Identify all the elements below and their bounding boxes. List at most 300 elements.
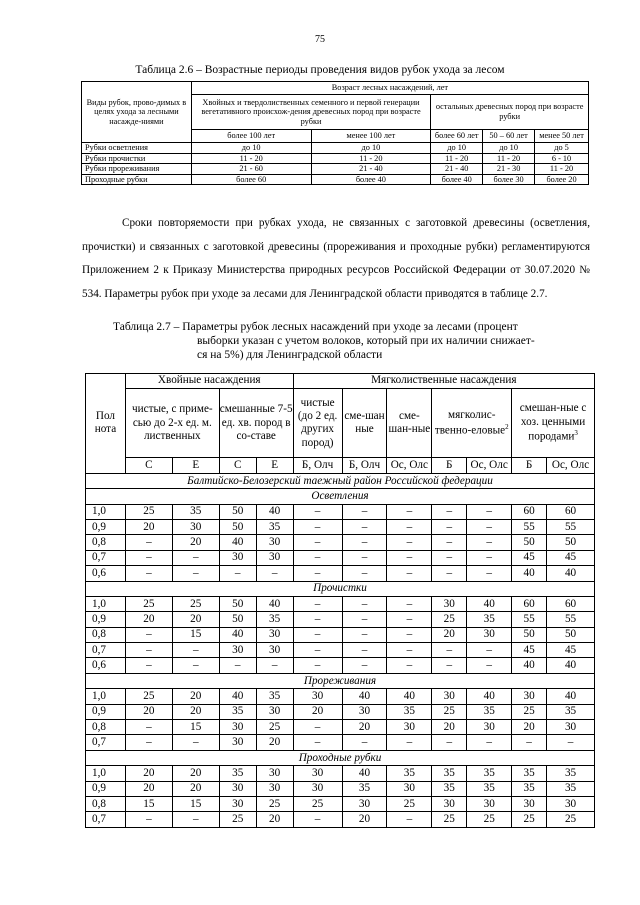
value-cell: – xyxy=(342,566,387,581)
value-cell: – xyxy=(125,812,172,827)
value-cell: 20 xyxy=(432,720,467,735)
subhead: 50 – 60 лет xyxy=(483,130,535,143)
value-cell: 30 xyxy=(432,689,467,704)
value-cell: 30 xyxy=(342,796,387,811)
cell: более 40 xyxy=(311,174,431,185)
value-cell: 40 xyxy=(219,535,256,550)
value-cell: 35 xyxy=(512,781,547,796)
polnota-cell: 0,7 xyxy=(86,812,126,827)
value-cell: – xyxy=(125,627,172,642)
value-cell: – xyxy=(387,612,432,627)
value-cell: – xyxy=(342,535,387,550)
value-cell: 30 xyxy=(172,519,219,534)
table-row xyxy=(86,504,595,519)
section-title: Прочистки xyxy=(86,581,595,596)
value-cell: 25 xyxy=(125,596,172,611)
value-cell: 25 xyxy=(125,504,172,519)
value-cell: – xyxy=(432,643,467,658)
polnota-cell: 0,9 xyxy=(86,612,126,627)
table-row xyxy=(86,735,595,750)
value-cell: – xyxy=(432,504,467,519)
value-cell: 25 xyxy=(432,612,467,627)
value-cell: – xyxy=(547,735,595,750)
value-cell: 20 xyxy=(172,704,219,719)
section-title: Осветления xyxy=(86,489,595,504)
value-cell: – xyxy=(125,566,172,581)
polnota-cell: 0,6 xyxy=(86,566,126,581)
value-cell: 45 xyxy=(547,643,595,658)
value-cell: 30 xyxy=(342,704,387,719)
value-cell: 40 xyxy=(342,766,387,781)
value-cell: 30 xyxy=(219,796,256,811)
value-cell: – xyxy=(256,566,293,581)
value-cell: – xyxy=(342,504,387,519)
polnota-cell: 1,0 xyxy=(86,504,126,519)
cell: более 20 xyxy=(535,174,589,185)
value-cell: 50 xyxy=(219,519,256,534)
value-cell: – xyxy=(342,596,387,611)
value-cell: 35 xyxy=(467,612,512,627)
value-cell: 25 xyxy=(387,796,432,811)
table-2-7 xyxy=(85,373,595,828)
caption-line: ся на 5%) для Ленинградской области xyxy=(197,349,383,361)
section-title: Проходные рубки xyxy=(86,750,595,765)
value-cell: 35 xyxy=(256,612,293,627)
value-cell: 30 xyxy=(467,627,512,642)
value-cell: – xyxy=(432,735,467,750)
value-cell: – xyxy=(256,658,293,673)
polnota-cell: 0,8 xyxy=(86,627,126,642)
table-row xyxy=(86,812,595,827)
value-cell: 20 xyxy=(125,519,172,534)
value-cell: 30 xyxy=(293,689,342,704)
value-cell: 20 xyxy=(172,535,219,550)
value-cell: – xyxy=(125,658,172,673)
value-cell: 40 xyxy=(342,689,387,704)
value-cell: 25 xyxy=(432,812,467,827)
value-cell: 20 xyxy=(432,627,467,642)
value-cell: 30 xyxy=(467,720,512,735)
header-pure-conifer: чистые, с приме-сью до 2-х ед. м. лиственных xyxy=(125,389,219,458)
value-cell: – xyxy=(293,566,342,581)
species-cell: Ос, Олс xyxy=(467,458,512,473)
value-cell: 30 xyxy=(256,535,293,550)
group-soft-header: Мягколиственные насаждения xyxy=(293,374,594,389)
value-cell: 35 xyxy=(172,504,219,519)
value-cell: – xyxy=(293,627,342,642)
header-mixed-valuable xyxy=(512,389,595,458)
value-cell: 35 xyxy=(387,766,432,781)
value-cell: 15 xyxy=(172,627,219,642)
table-row xyxy=(86,781,595,796)
value-cell: 25 xyxy=(512,812,547,827)
cell: 21 - 40 xyxy=(311,164,431,175)
value-cell: 35 xyxy=(467,704,512,719)
species-cell: С xyxy=(219,458,256,473)
value-cell: 60 xyxy=(512,504,547,519)
value-cell: 25 xyxy=(125,689,172,704)
value-cell: – xyxy=(172,550,219,565)
value-cell: 30 xyxy=(256,704,293,719)
value-cell: – xyxy=(387,504,432,519)
species-cell: Б xyxy=(512,458,547,473)
value-cell: – xyxy=(387,519,432,534)
value-cell: 30 xyxy=(512,689,547,704)
value-cell: 25 xyxy=(512,704,547,719)
value-cell: 30 xyxy=(256,627,293,642)
polnota-cell: 0,8 xyxy=(86,720,126,735)
footnote-mark: 3 xyxy=(574,429,578,438)
value-cell: – xyxy=(172,812,219,827)
value-cell: 20 xyxy=(125,781,172,796)
value-cell: 20 xyxy=(342,812,387,827)
value-cell: 50 xyxy=(512,535,547,550)
value-cell: – xyxy=(172,735,219,750)
value-cell: 30 xyxy=(387,781,432,796)
value-cell: – xyxy=(467,643,512,658)
subhead: менее 100 лет xyxy=(311,130,431,143)
section-title: Прореживания xyxy=(86,673,595,688)
footnote-mark: 2 xyxy=(505,422,509,431)
polnota-cell: 0,8 xyxy=(86,535,126,550)
header-pure-soft: чистые (до 2 ед. других пород) xyxy=(293,389,342,458)
value-cell: 30 xyxy=(256,643,293,658)
value-cell: 35 xyxy=(432,781,467,796)
value-cell: 25 xyxy=(293,796,342,811)
col-polnota-header: Пол нота xyxy=(86,374,126,474)
subhead: более 60 лет xyxy=(431,130,483,143)
value-cell: 40 xyxy=(219,689,256,704)
value-cell: 40 xyxy=(467,596,512,611)
value-cell: 30 xyxy=(256,781,293,796)
table-row xyxy=(86,766,595,781)
cell: до 10 xyxy=(311,143,431,154)
value-cell: – xyxy=(219,566,256,581)
value-cell: – xyxy=(342,658,387,673)
cell: 6 - 10 xyxy=(535,153,589,164)
value-cell: 35 xyxy=(547,766,595,781)
value-cell: 50 xyxy=(219,612,256,627)
value-cell: 20 xyxy=(172,781,219,796)
table-row xyxy=(82,143,589,154)
polnota-cell: 0,9 xyxy=(86,781,126,796)
value-cell: 25 xyxy=(467,812,512,827)
table-row xyxy=(86,658,595,673)
value-cell: 40 xyxy=(512,658,547,673)
polnota-cell: 0,7 xyxy=(86,735,126,750)
value-cell: – xyxy=(293,519,342,534)
value-cell: – xyxy=(432,535,467,550)
value-cell: – xyxy=(342,627,387,642)
value-cell: 60 xyxy=(547,596,595,611)
value-cell: 35 xyxy=(512,766,547,781)
value-cell: 35 xyxy=(219,704,256,719)
polnota-cell: 0,6 xyxy=(86,658,126,673)
polnota-cell: 0,9 xyxy=(86,704,126,719)
value-cell: 20 xyxy=(125,766,172,781)
value-cell: 45 xyxy=(512,550,547,565)
value-cell: – xyxy=(467,566,512,581)
cell: 21 - 30 xyxy=(483,164,535,175)
table-row xyxy=(86,689,595,704)
value-cell: 35 xyxy=(219,766,256,781)
cell: 11 - 20 xyxy=(431,153,483,164)
value-cell: 60 xyxy=(547,504,595,519)
value-cell: 40 xyxy=(256,596,293,611)
value-cell: 35 xyxy=(467,781,512,796)
value-cell: – xyxy=(387,658,432,673)
value-cell: – xyxy=(432,550,467,565)
value-cell: 50 xyxy=(512,627,547,642)
value-cell: 35 xyxy=(256,689,293,704)
value-cell: – xyxy=(387,596,432,611)
value-cell: – xyxy=(432,566,467,581)
subhead: более 100 лет xyxy=(191,130,311,143)
value-cell: 30 xyxy=(293,766,342,781)
value-cell: – xyxy=(172,643,219,658)
value-cell: 30 xyxy=(512,796,547,811)
group-conifer-header: Хвойных и твердолиственных семенного и первой генерации вегетативного происхож-дения древесных пород при возрасте рубки xyxy=(191,94,430,130)
value-cell: 35 xyxy=(547,704,595,719)
cell: более 40 xyxy=(431,174,483,185)
cell: 21 - 40 xyxy=(431,164,483,175)
value-cell: 30 xyxy=(219,781,256,796)
value-cell: – xyxy=(125,643,172,658)
value-cell: 45 xyxy=(512,643,547,658)
value-cell: – xyxy=(293,643,342,658)
value-cell: 25 xyxy=(219,812,256,827)
header-mixed-2: сме-шан-ные xyxy=(387,389,432,458)
cell: более 60 xyxy=(191,174,311,185)
table-row xyxy=(86,643,595,658)
value-cell: 25 xyxy=(172,596,219,611)
value-cell: 20 xyxy=(256,735,293,750)
row-label: Рубки прореживания xyxy=(82,164,192,175)
cell: 11 - 20 xyxy=(535,164,589,175)
value-cell: – xyxy=(125,535,172,550)
cell: 11 - 20 xyxy=(483,153,535,164)
value-cell: 30 xyxy=(219,550,256,565)
table-row xyxy=(82,164,589,175)
value-cell: 25 xyxy=(256,720,293,735)
table-row xyxy=(86,535,595,550)
value-cell: 15 xyxy=(172,796,219,811)
value-cell: 30 xyxy=(547,796,595,811)
value-cell: – xyxy=(172,566,219,581)
value-cell: 20 xyxy=(293,704,342,719)
value-cell: 40 xyxy=(467,689,512,704)
value-cell: – xyxy=(125,735,172,750)
row-label: Рубки осветления xyxy=(82,143,192,154)
value-cell: – xyxy=(387,812,432,827)
value-cell: 30 xyxy=(219,735,256,750)
species-cell: Б, Олч xyxy=(342,458,387,473)
value-cell: – xyxy=(467,550,512,565)
page-number: 75 xyxy=(315,34,325,45)
value-cell: – xyxy=(387,627,432,642)
value-cell: 35 xyxy=(256,519,293,534)
value-cell: – xyxy=(342,519,387,534)
species-cell: С xyxy=(125,458,172,473)
value-cell: 30 xyxy=(387,720,432,735)
value-cell: – xyxy=(467,535,512,550)
value-cell: – xyxy=(293,720,342,735)
value-cell: 30 xyxy=(256,766,293,781)
value-cell: 50 xyxy=(219,504,256,519)
region-row: Балтийско-Белозерский таежный район Российской федерации xyxy=(86,473,595,488)
value-cell: 20 xyxy=(125,612,172,627)
polnota-cell: 0,9 xyxy=(86,519,126,534)
value-cell: 30 xyxy=(432,596,467,611)
header-softleaf-text: мягколис-твенно-еловые xyxy=(434,409,506,437)
value-cell: – xyxy=(293,658,342,673)
polnota-cell: 1,0 xyxy=(86,596,126,611)
value-cell: – xyxy=(387,535,432,550)
cell: более 30 xyxy=(483,174,535,185)
value-cell: 30 xyxy=(547,720,595,735)
polnota-cell: 0,7 xyxy=(86,643,126,658)
value-cell: 50 xyxy=(547,627,595,642)
table-row xyxy=(86,550,595,565)
value-cell: 50 xyxy=(219,596,256,611)
row-label: Рубки прочистки xyxy=(82,153,192,164)
col-kinds-header: Виды рубок, прово-димых в целях ухода за лесными насажде-ниями xyxy=(82,82,192,143)
value-cell: 20 xyxy=(256,812,293,827)
value-cell: 35 xyxy=(432,766,467,781)
value-cell: 40 xyxy=(547,658,595,673)
table-row xyxy=(86,596,595,611)
value-cell: – xyxy=(387,566,432,581)
value-cell: 15 xyxy=(125,796,172,811)
group-other-header: остальных древесных пород при возрасте рубки xyxy=(431,94,589,130)
table-row xyxy=(86,612,595,627)
species-row xyxy=(86,458,595,473)
value-cell: – xyxy=(293,535,342,550)
value-cell: 40 xyxy=(256,504,293,519)
value-cell: – xyxy=(125,550,172,565)
value-cell: 55 xyxy=(547,519,595,534)
species-cell: Е xyxy=(172,458,219,473)
value-cell: – xyxy=(467,658,512,673)
value-cell: 40 xyxy=(512,566,547,581)
col-age-header: Возраст лесных насаждений, лет xyxy=(191,82,588,95)
value-cell: 30 xyxy=(293,781,342,796)
table-row xyxy=(82,174,589,185)
value-cell: – xyxy=(172,658,219,673)
cell: до 5 xyxy=(535,143,589,154)
value-cell: 30 xyxy=(256,550,293,565)
value-cell: 20 xyxy=(172,612,219,627)
table-row xyxy=(86,627,595,642)
value-cell: – xyxy=(387,643,432,658)
caption-line: Таблица 2.7 – Параметры рубок лесных насаждений при уходе за лесами (процент xyxy=(113,321,518,333)
value-cell: – xyxy=(432,658,467,673)
value-cell: – xyxy=(293,812,342,827)
value-cell: 25 xyxy=(432,704,467,719)
value-cell: 30 xyxy=(467,796,512,811)
header-mixed-conifer: смешанные 7-5 ед. хв. пород в со-ставе xyxy=(219,389,293,458)
species-cell: Ос, Олс xyxy=(387,458,432,473)
value-cell: – xyxy=(342,735,387,750)
cell: 11 - 20 xyxy=(191,153,311,164)
species-cell: Б, Олч xyxy=(293,458,342,473)
value-cell: 55 xyxy=(512,519,547,534)
table-2-6-caption: Таблица 2.6 – Возрастные периоды проведения видов рубок ухода за лесом xyxy=(135,64,505,76)
value-cell: 40 xyxy=(547,689,595,704)
value-cell: 20 xyxy=(125,704,172,719)
value-cell: 40 xyxy=(547,566,595,581)
value-cell: 35 xyxy=(547,781,595,796)
value-cell: 55 xyxy=(547,612,595,627)
polnota-cell: 0,8 xyxy=(86,796,126,811)
value-cell: – xyxy=(432,519,467,534)
value-cell: 20 xyxy=(172,689,219,704)
value-cell: – xyxy=(342,550,387,565)
species-cell: Б xyxy=(432,458,467,473)
cell: до 10 xyxy=(483,143,535,154)
row-label: Проходные рубки xyxy=(82,174,192,185)
cell: 21 - 60 xyxy=(191,164,311,175)
value-cell: 25 xyxy=(547,812,595,827)
table-row xyxy=(82,153,589,164)
value-cell: 35 xyxy=(387,704,432,719)
table-2-6 xyxy=(81,81,589,185)
polnota-cell: 1,0 xyxy=(86,766,126,781)
caption-line: выборки указан с учетом волоков, который при их наличии снижает- xyxy=(197,335,535,347)
value-cell: 40 xyxy=(219,627,256,642)
value-cell: – xyxy=(467,504,512,519)
header-softleaf-spruce xyxy=(432,389,512,458)
table-row xyxy=(86,720,595,735)
value-cell: – xyxy=(342,643,387,658)
value-cell: – xyxy=(467,735,512,750)
value-cell: – xyxy=(125,720,172,735)
value-cell: – xyxy=(293,735,342,750)
polnota-cell: 0,7 xyxy=(86,550,126,565)
value-cell: – xyxy=(293,612,342,627)
paragraph-text: Сроки повторяемости при рубках ухода, не связанных с заготовкой древесины (осветления, прочистки) и связанных с заготовкой древесины (прореживания и проходные рубки) регламентируются Приложением 2 к Приказу Министерства природных ресурсов Российской Федерации от 30.07.2020 № 534. Параметры рубок при уходе за лесами для Ленинградской области приводятся в таблице 2.7. xyxy=(82,217,590,300)
value-cell: 60 xyxy=(512,596,547,611)
polnota-cell: 1,0 xyxy=(86,689,126,704)
value-cell: – xyxy=(387,550,432,565)
value-cell: 15 xyxy=(172,720,219,735)
cell: до 10 xyxy=(191,143,311,154)
value-cell: 25 xyxy=(256,796,293,811)
subhead: менее 50 лет xyxy=(535,130,589,143)
body-paragraph xyxy=(82,212,590,306)
table-row xyxy=(86,519,595,534)
value-cell: – xyxy=(293,504,342,519)
value-cell: – xyxy=(342,612,387,627)
cell: до 10 xyxy=(431,143,483,154)
table-2-7-caption xyxy=(113,320,593,362)
value-cell: 40 xyxy=(387,689,432,704)
header-mixed-1: сме-шан ные xyxy=(342,389,387,458)
value-cell: 30 xyxy=(219,720,256,735)
value-cell: 45 xyxy=(547,550,595,565)
value-cell: – xyxy=(512,735,547,750)
value-cell: 30 xyxy=(432,796,467,811)
value-cell: – xyxy=(467,519,512,534)
value-cell: 35 xyxy=(342,781,387,796)
value-cell: 20 xyxy=(512,720,547,735)
table-row xyxy=(86,704,595,719)
value-cell: – xyxy=(293,596,342,611)
value-cell: 20 xyxy=(172,766,219,781)
species-cell: Ос, Олс xyxy=(547,458,595,473)
cell: 11 - 20 xyxy=(311,153,431,164)
value-cell: 20 xyxy=(342,720,387,735)
